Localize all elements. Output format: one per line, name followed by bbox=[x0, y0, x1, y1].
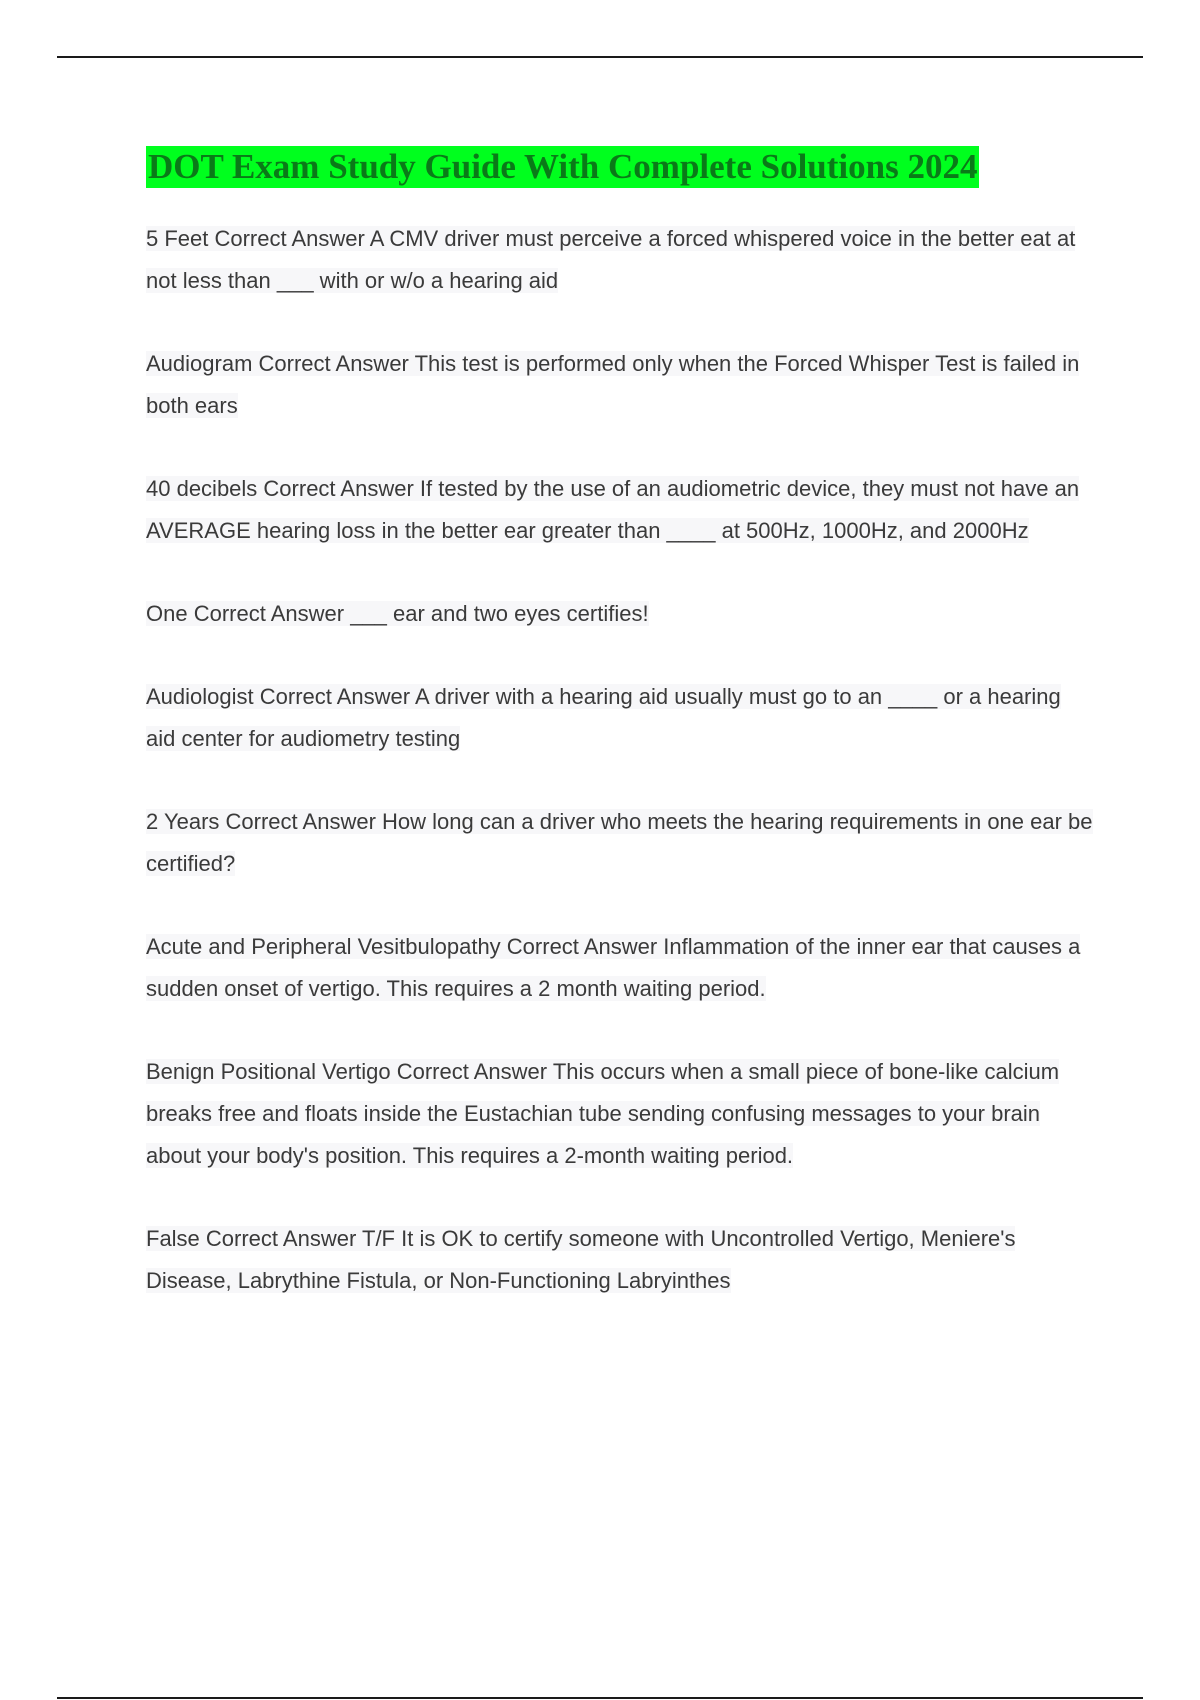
bottom-rule bbox=[57, 1697, 1143, 1699]
qa-entry bbox=[146, 801, 1096, 885]
qa-entry-text: 40 decibels Correct Answer If tested by the use of an audiometric device, they must not have an AVERAGE hearing loss in the better ear greater than ____ at 500Hz, 1000Hz, and 2000Hz bbox=[146, 476, 1080, 543]
document-content bbox=[146, 146, 1096, 1343]
qa-entry-text: Audiogram Correct Answer This test is performed only when the Forced Whisper Test is failed in both ears bbox=[146, 351, 1080, 418]
qa-entry-text: Benign Positional Vertigo Correct Answer This occurs when a small piece of bone-like calcium breaks free and floats inside the Eustachian tube sending confusing messages to your brain about your body's position. This requires a 2-month waiting period. bbox=[146, 1059, 1060, 1168]
document-title: DOT Exam Study Guide With Complete Solutions 2024 bbox=[148, 147, 978, 186]
qa-entry bbox=[146, 593, 1096, 635]
qa-entry-text: 2 Years Correct Answer How long can a driver who meets the hearing requirements in one ear be certified? bbox=[146, 809, 1093, 876]
qa-entry-text: Acute and Peripheral Vesitbulopathy Correct Answer Inflammation of the inner ear that causes a sudden onset of vertigo. This requires a 2 month waiting period. bbox=[146, 934, 1081, 1001]
qa-entry bbox=[146, 926, 1096, 1010]
qa-entry bbox=[146, 468, 1096, 552]
top-rule bbox=[57, 56, 1143, 58]
qa-list bbox=[146, 218, 1096, 1302]
qa-entry bbox=[146, 343, 1096, 427]
qa-entry bbox=[146, 1218, 1096, 1302]
qa-entry bbox=[146, 676, 1096, 760]
qa-entry-text: False Correct Answer T/F It is OK to certify someone with Uncontrolled Vertigo, Meniere's Disease, Labrythine Fistula, or Non-Functioning Labryinthes bbox=[146, 1226, 1016, 1293]
qa-entry-text: One Correct Answer ___ ear and two eyes certifies! bbox=[146, 601, 649, 626]
qa-entry-text: 5 Feet Correct Answer A CMV driver must perceive a forced whispered voice in the better eat at not less than ___ with or w/o a hearing aid bbox=[146, 226, 1076, 293]
qa-entry-text: Audiologist Correct Answer A driver with a hearing aid usually must go to an ____ or a hearing aid center for audiometry testing bbox=[146, 684, 1061, 751]
qa-entry bbox=[146, 1051, 1096, 1177]
qa-entry bbox=[146, 218, 1096, 302]
